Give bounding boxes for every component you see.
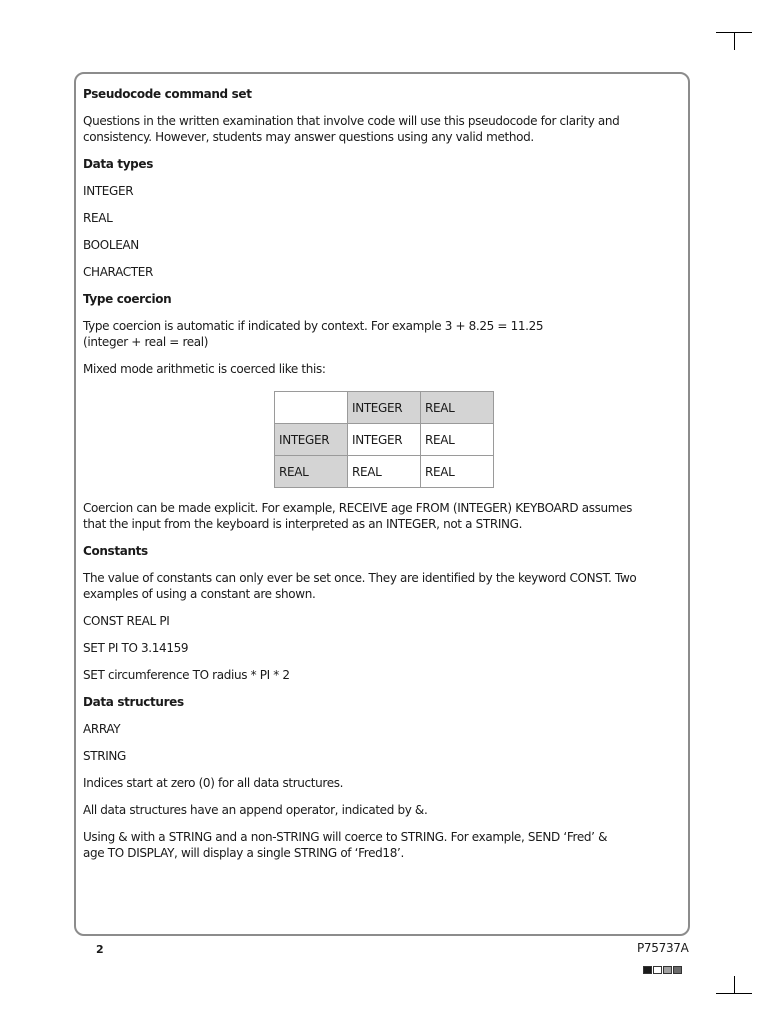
constants-heading: Constants bbox=[83, 544, 148, 558]
panel-content bbox=[83, 86, 643, 872]
table-row bbox=[275, 392, 494, 424]
explicit-coercion-paragraph: Coercion can be made explicit. For example, RECEIVE age FROM (INTEGER) KEYBOARD assumes that the input from the keyboard is interpreted as an INTEGER, not a STRING. bbox=[83, 501, 633, 531]
data-type-item: BOOLEAN bbox=[83, 238, 139, 252]
data-type-item: REAL bbox=[83, 211, 113, 225]
registration-bar bbox=[673, 966, 682, 974]
data-type-item: CHARACTER bbox=[83, 265, 153, 279]
table-header-cell: REAL bbox=[421, 392, 494, 424]
table-row bbox=[275, 456, 494, 488]
crop-mark-top bbox=[734, 32, 735, 50]
data-types-heading: Data types bbox=[83, 157, 154, 171]
registration-bar bbox=[653, 966, 662, 974]
page-number: 2 bbox=[96, 943, 104, 956]
table-cell: INTEGER bbox=[348, 424, 421, 456]
print-registration-bars bbox=[643, 966, 682, 975]
paper-code: P75737A bbox=[637, 941, 689, 955]
table-cell: REAL bbox=[421, 424, 494, 456]
registration-bar bbox=[643, 966, 652, 974]
data-structure-item: ARRAY bbox=[83, 722, 121, 736]
code-line: SET circumference TO radius * PI * 2 bbox=[83, 668, 290, 682]
data-structure-item: STRING bbox=[83, 749, 126, 763]
type-coercion-heading: Type coercion bbox=[83, 292, 172, 306]
data-structures-heading: Data structures bbox=[83, 695, 184, 709]
string-coercion-paragraph: Using & with a STRING and a non-STRING will coerce to STRING. For example, SEND ‘Fred’ & age TO DISPLAY, will display a single STRING of ‘Fred18’. bbox=[83, 830, 608, 860]
indices-paragraph: Indices start at zero (0) for all data structures. bbox=[83, 776, 344, 790]
code-line: CONST REAL PI bbox=[83, 614, 170, 628]
type-coercion-paragraph: Type coercion is automatic if indicated by context. For example 3 + 8.25 = 11.25 (integer + real = real) bbox=[83, 319, 544, 349]
panel-title: Pseudocode command set bbox=[83, 87, 252, 101]
crop-mark-bottom bbox=[734, 976, 735, 994]
table-cell: REAL bbox=[421, 456, 494, 488]
constants-paragraph: The value of constants can only ever be set once. They are identified by the keyword CONST. Two examples of using a constant are shown. bbox=[83, 571, 637, 601]
table-header-cell: INTEGER bbox=[348, 392, 421, 424]
code-line: SET PI TO 3.14159 bbox=[83, 641, 189, 655]
intro-paragraph: Questions in the written examination that involve code will use this pseudocode for clarity and consistency. However, students may answer questions using any valid method. bbox=[83, 114, 620, 144]
table-cell: REAL bbox=[348, 456, 421, 488]
registration-bar bbox=[663, 966, 672, 974]
coercion-table bbox=[274, 391, 494, 488]
data-type-item: INTEGER bbox=[83, 184, 134, 198]
table-row bbox=[275, 424, 494, 456]
table-cell bbox=[275, 392, 348, 424]
table-header-cell: REAL bbox=[275, 456, 348, 488]
mixed-mode-paragraph: Mixed mode arithmetic is coerced like this: bbox=[83, 362, 326, 376]
table-header-cell: INTEGER bbox=[275, 424, 348, 456]
append-paragraph: All data structures have an append operator, indicated by &. bbox=[83, 803, 428, 817]
